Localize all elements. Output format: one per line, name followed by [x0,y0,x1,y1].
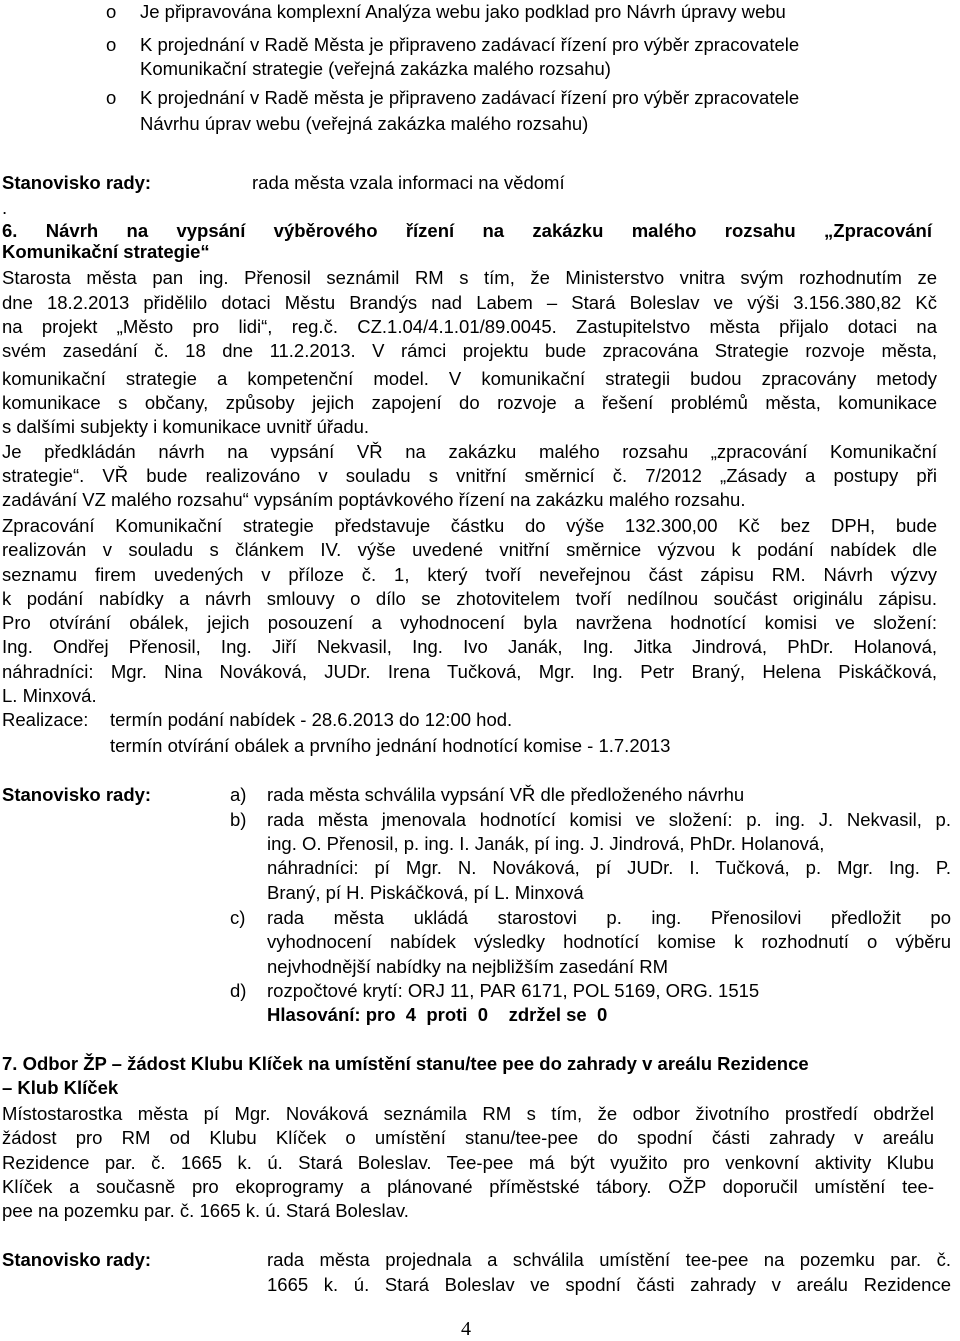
paragraph-line: komunikační strategie a kompetenční model. V komunikační strategii budou zpracovány metody [2,368,937,389]
paragraph-line: komunikace s občany, způsoby jejich zapojení do rozvoje a řešení problémů města, komunikace [2,392,937,413]
paragraph-line: pee na pozemku par. č. 1665 k. ú. Stará Boleslav. [2,1200,409,1221]
stanovisko-label: Stanovisko rady: [2,172,152,193]
stanovisko-label: Stanovisko rady: [2,784,152,805]
paragraph-line: Pro otvírání obálek, jejich posouzení a vyhodnocení byla navržena hodnotící komisi ve složení: [2,612,937,633]
resolution-line: náhradníci: pí Mgr. N. Nováková, pí JUDr. I. Tučková, p. Mgr. Ing. P. [267,857,951,878]
resolution-line: rada města projednala a schválila umístění tee-pee na pozemku par. č. [267,1249,951,1270]
resolution-line: rozpočtové krytí: ORJ 11, PAR 6171, POL 5169, ORG. 1515 [267,980,760,1001]
resolution-line: rada města jmenovala hodnotící komisi ve složení: p. ing. J. Nekvasil, p. [267,809,951,830]
list-item: Komunikační strategie (veřejná zakázka malého rozsahu) [140,58,611,79]
resolution-line: rada města ukládá starostovi p. ing. Přenosilovi předložit po [267,907,951,928]
resolution-line: 1665 k. ú. Stará Boleslav ve spodní části zahrady v areálu Rezidence [267,1274,951,1295]
paragraph-line: Zpracování Komunikační strategie představuje částku do výše 132.300,00 Kč bez DPH, bude [2,515,937,536]
list-item: K projednání v Radě Města je připraveno zadávací řízení pro výběr zpracovatele [140,34,800,55]
resolution-line: nejvhodnější nabídky na nejbližším zasedání RM [267,956,669,977]
vote-result: Hlasování: pro 4 proti 0 zdržel se 0 [267,1004,608,1025]
section-7-heading: – Klub Klíček [2,1077,119,1098]
realizace-line: termín podání nabídek - 28.6.2013 do 12:00 hod. [110,709,513,730]
paragraph-line: žádost pro RM od Klubu Klíček o umístění stanu/tee-pee do spodní části zahrady v areálu [2,1127,934,1148]
paragraph-line: k podání nabídky a návrh smlouvy o dílo se zhotovitelem tvoří nedílnou součást originálu zápisu. [2,588,937,609]
resolution-line: rada města schválila vypsání VŘ dle předloženého návrhu [267,784,745,805]
paragraph-line: dne 18.2.2013 přidělilo dotaci Městu Brandýs nad Labem – Stará Boleslav ve výši 3.156.380,82 Kč [2,292,937,313]
stray-dot: . [2,197,8,218]
section-7-heading: 7. Odbor ŽP – žádost Klubu Klíček na umístění stanu/tee pee do zahrady v areálu Rezidence [2,1053,809,1074]
paragraph-line: Rezidence par. č. 1665 k. ú. Stará Boleslav. Tee-pee má být využito pro venkovní aktivity Klubu [2,1152,934,1173]
bullet-marker: o [106,87,117,108]
realizace-line: termín otvírání obálek a prvního jednání hodnotící komise - 1.7.2013 [110,735,671,756]
resolution-line: ing. O. Přenosil, p. ing. I. Janák, pí ing. J. Jindrová, PhDr. Holanová, [267,833,825,854]
paragraph-line: na projekt „Město pro lidi“, reg.č. CZ.1.04/4.1.01/89.0045. Zastupitelstvo města přijalo dotaci na [2,316,937,337]
realizace-label: Realizace: [2,709,89,730]
list-item: K projednání v Radě města je připraveno zadávací řízení pro výběr zpracovatele [140,87,800,108]
paragraph-line: realizován v souladu s článkem IV. výše uvedené vnitřní směrnice výzvou k podání nabídek dle [2,539,937,560]
page-number: 4 [461,1318,471,1340]
paragraph-line: Je předkládán návrh na vypsání VŘ na zakázku malého rozsahu „zpracování Komunikační [2,441,937,462]
item-marker: d) [230,980,247,1001]
paragraph-line: Místostarostka města pí Mgr. Nováková seznámila RM s tím, že odbor životního prostředí obdržel [2,1103,934,1124]
list-item: Je připravována komplexní Analýza webu jako podklad pro Návrh úpravy webu [140,1,786,22]
list-item: Návrhu úprav webu (veřejná zakázka malého rozsahu) [140,113,589,134]
item-marker: b) [230,809,247,830]
bullet-marker: o [106,34,117,55]
paragraph-line: svém zasedání č. 18 dne 11.2.2013. V rámci projektu bude zpracována Strategie rozvoje města, [2,340,937,361]
paragraph-line: seznamu firem uvedených v příloze č. 1, který tvoří neveřejnou část zápisu RM. Návrh výzvy [2,564,937,585]
stanovisko-label: Stanovisko rady: [2,1249,152,1270]
resolution-line: vyhodnocení nabídek výsledky hodnotící komise k rozhodnutí o výběru [267,931,951,952]
resolution-line: Braný, pí H. Piskáčková, pí L. Minxová [267,882,584,903]
item-marker: c) [230,907,246,928]
section-6-heading: Komunikační strategie“ [2,241,210,262]
paragraph-line: s dalšími subjekty i komunikace uvnitř úřadu. [2,416,370,437]
stanovisko-text: rada města vzala informaci na vědomí [252,172,565,193]
paragraph-line: Ing. Ondřej Přenosil, Ing. Jiří Nekvasil, Ing. Ivo Janák, Ing. Jitka Jindrová, PhDr. Holanová, [2,636,937,657]
paragraph-line: náhradníci: Mgr. Nina Nováková, JUDr. Irena Tučková, Mgr. Ing. Petr Braný, Helena Piskáčková, [2,661,937,682]
paragraph-line: zadávání VZ malého rozsahu“ vypsáním poptávkového řízení na zakázku malého rozsahu. [2,489,746,510]
paragraph-line: strategie“. VŘ bude realizováno v souladu s vnitřní směrnicí č. 7/2012 „Zásady a postupy při [2,465,937,486]
section-6-heading: 6. Návrh na vypsání výběrového řízení na zakázku malého rozsahu „Zpracování [2,220,932,241]
item-marker: a) [230,784,247,805]
bullet-marker: o [106,1,117,22]
paragraph-line: Klíček a současně pro ekoprogramy a plánované příměstské tábory. OŽP doporučil umístění tee- [2,1176,934,1197]
paragraph-line: L. Minxová. [2,685,97,706]
paragraph-line: Starosta města pan ing. Přenosil seznámil RM s tím, že Ministerstvo vnitra svým rozhodnutím ze [2,267,937,288]
